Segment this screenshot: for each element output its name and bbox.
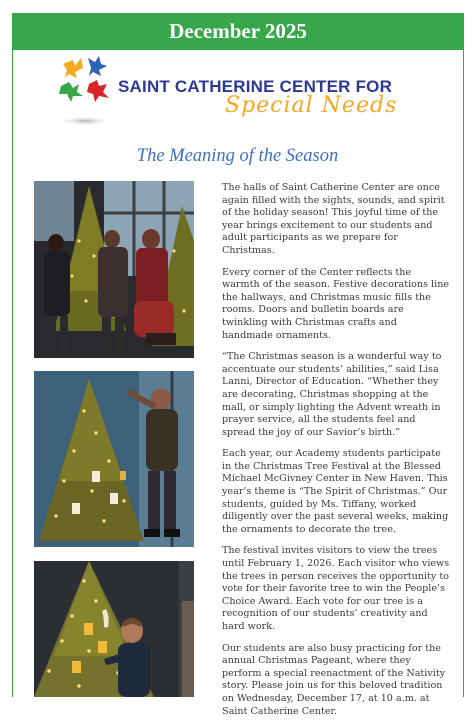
article-paragraph: Our students are also busy practicing for the annual Christmas Pageant, where they perform a special reenactment of the Nativity story. Please join us for this beloved tradition on Wednesday, December 17, at 10 a.m. at Saint Catherine Center.: [222, 642, 446, 717]
article-title: The Meaning of the Season: [136, 146, 339, 166]
article-paragraph: “The Christmas season is a wonderful way to accentuate our students’ abilities,” said Lisa Lanni, Director of Education. “Whether they are decorating, Christmas shopping at the mall, or simply lighting the Advent wreath in prayer service, all the students feel and spread the joy of our Savior’s birth.”: [222, 351, 442, 438]
photo-student-hanging-ornament-icon: [34, 371, 194, 547]
photo-students-decorating-trees-icon: [34, 181, 194, 358]
article-paragraph: Each year, our Academy students participate in the Christmas Tree Festival at the Blessed Michael McGivney Center in New Haven. This year’s theme is “The Spirit of Christmas.” Our students, guided by Ms. Tiffany, worked diligently over the past several weeks, making the ornaments to decorate the tree.: [222, 448, 449, 535]
article-body: [222, 182, 450, 727]
article-paragraph: The halls of Saint Catherine Center are once again filled with the sights, sounds, and spirit of the holiday season! This joyful time of the year brings excitement to our students and adult participants as we prepare for Christmas.: [222, 182, 445, 256]
logo-name: SAINT CATHERINE CENTER FOR: [118, 77, 393, 96]
logo-tagline: Special Needs: [225, 93, 398, 118]
photo-student-ornament: [34, 371, 194, 547]
photo-child-at-tree-icon: [34, 561, 194, 697]
article-paragraph: The festival invites visitors to view the trees until February 1, 2026. Each visitor who views the trees in person receives the opportunity to vote for their favorite tree to win the People’s Choice Award. Each vote for our tree is a recognition of our students’ creativity and hard work.: [222, 545, 450, 632]
logo-figures-icon: [55, 50, 115, 130]
photo-child-tree: [34, 561, 194, 697]
photo-students-decorating: [34, 181, 194, 358]
month-banner: December 2025: [12, 13, 464, 50]
center-logo: [55, 50, 430, 130]
article-paragraph: Every corner of the Center reflects the warmth of the season. Festive decorations line the hallways, and Christmas music fills the rooms. Doors and bulletin boards are twinkling with Christmas crafts and handmade ornaments.: [222, 266, 450, 341]
